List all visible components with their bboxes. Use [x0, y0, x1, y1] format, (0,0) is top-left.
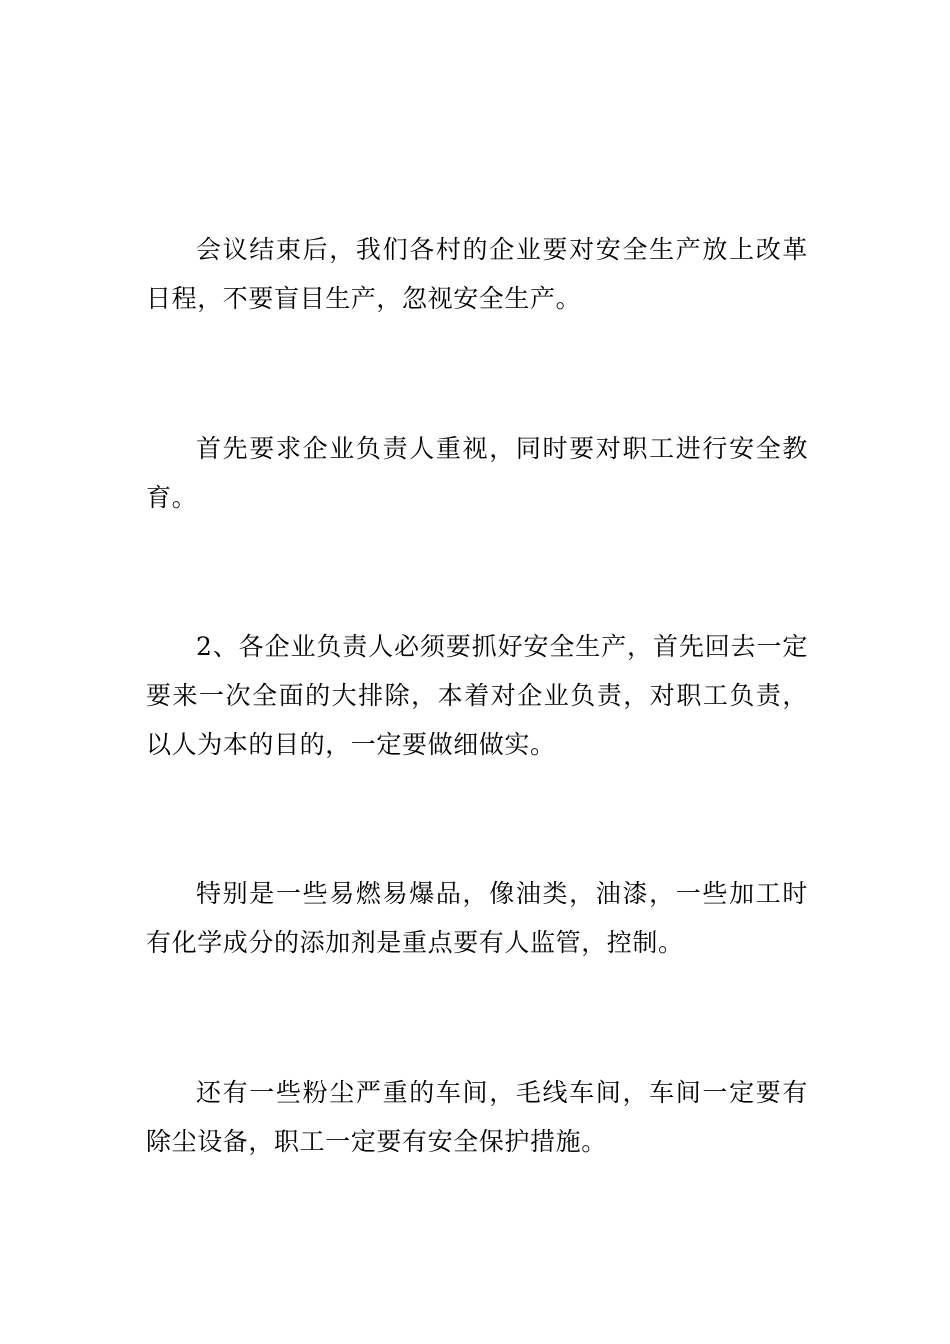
paragraph-3: 2、各企业负责人必须要抓好安全生产，首先回去一定要来一次全面的大排除，本着对企业负责，对职工负责，以人为本的目的，一定要做细做实。 [146, 632, 808, 759]
paragraph-5: 还有一些粉尘严重的车间，毛线车间，车间一定要有除尘设备，职工一定要有安全保护措施。 [146, 1078, 808, 1156]
paragraph-1: 会议结束后，我们各村的企业要对安全生产放上改革日程，不要盲目生产，忽视安全生产。 [146, 235, 808, 313]
paragraph-4: 特别是一些易燃易爆品，像油类，油漆，一些加工时有化学成分的添加剂是重点要有人监管，控制。 [146, 879, 808, 957]
paragraph-2: 首先要求企业负责人重视，同时要对职工进行安全教育。 [146, 434, 808, 512]
